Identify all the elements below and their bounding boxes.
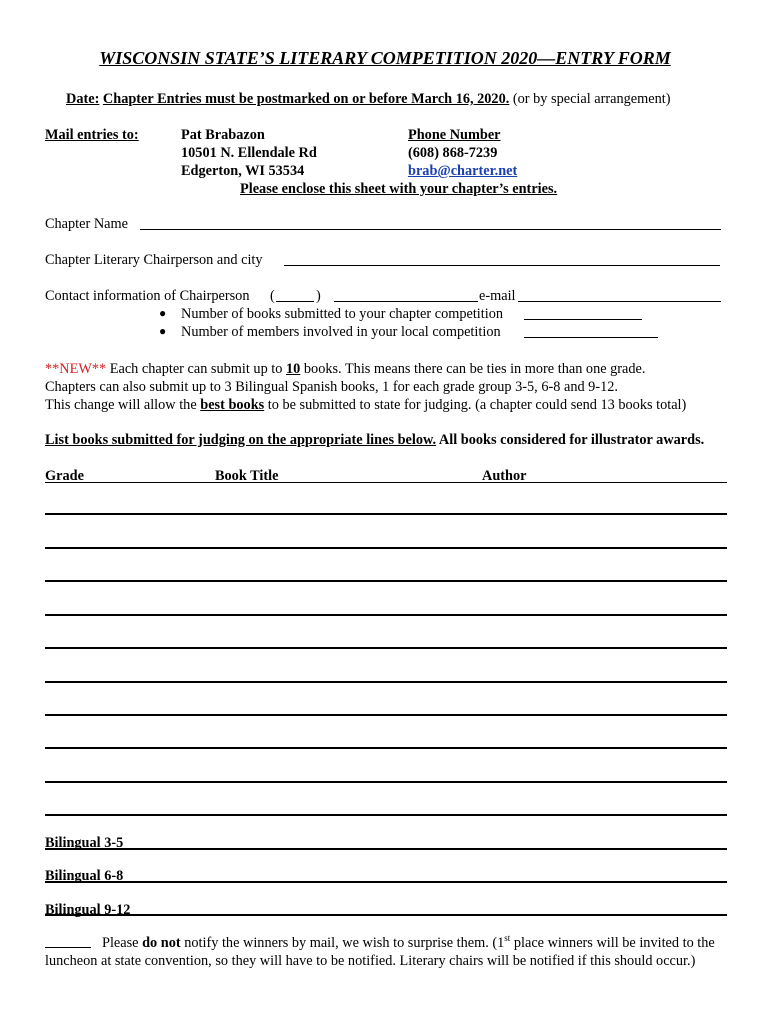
list-instruction-row xyxy=(45,431,704,449)
date-note: (or by special arrangement) xyxy=(512,91,671,107)
new-notice-line-3 xyxy=(45,396,686,414)
chairperson-label: Chapter Literary Chairperson and city xyxy=(45,252,263,268)
contact-paren-close: ) xyxy=(316,288,321,304)
mail-label: Mail entries to: xyxy=(45,127,139,143)
email-field[interactable] xyxy=(518,301,721,302)
date-label: Date: xyxy=(66,91,100,107)
mail-street: 10501 N. Ellendale Rd xyxy=(181,145,317,161)
contact-label: Contact information of Chairperson xyxy=(45,288,250,304)
new-tag: **NEW** xyxy=(45,361,107,377)
footer-text: notify the winners by mail, we wish to surprise them. (1 xyxy=(184,935,505,951)
notice-text: books. This means there can be ties in more than one grade. xyxy=(303,361,646,377)
footer-line-1 xyxy=(102,934,715,952)
notice-text: Each chapter can submit up to xyxy=(109,361,283,377)
contact-paren-open: ( xyxy=(270,288,275,304)
mail-city: Edgerton, WI 53534 xyxy=(181,163,305,179)
footer-line-2: luncheon at state convention, so they will have to be notified. Literary chairs will be notified if this should occur.) xyxy=(45,953,696,969)
members-involved-label: Number of members involved in your local competition xyxy=(181,324,501,340)
bilingual-9-12-line[interactable] xyxy=(45,914,727,916)
notice-text: to be submitted to state for judging. (a chapter could send 13 books total) xyxy=(267,397,687,413)
list-instruction: List books submitted for judging on the appropriate lines below. xyxy=(45,432,437,448)
members-involved-field[interactable] xyxy=(524,337,658,338)
book-entry-line[interactable] xyxy=(45,580,727,582)
book-entry-line[interactable] xyxy=(45,513,727,515)
footer-text: Please xyxy=(102,935,139,951)
book-entry-line[interactable] xyxy=(45,547,727,549)
bilingual-3-5-label: Bilingual 3-5 xyxy=(45,835,124,851)
new-notice-line-1 xyxy=(45,360,645,378)
mail-name: Pat Brabazon xyxy=(181,127,265,143)
phone-number: (608) 868-7239 xyxy=(408,145,498,161)
date-deadline: Chapter Entries must be postmarked on or before March 16, 2020. xyxy=(102,91,510,107)
best-books: best books xyxy=(200,397,265,413)
book-entry-line[interactable] xyxy=(45,747,727,749)
bilingual-9-12-label: Bilingual 9-12 xyxy=(45,902,131,918)
notice-text: This change will allow the xyxy=(45,397,197,413)
column-author: Author xyxy=(482,468,527,484)
email-label: e-mail xyxy=(479,288,516,304)
book-entry-line[interactable] xyxy=(45,681,727,683)
acknowledge-field[interactable] xyxy=(45,947,91,948)
chairperson-field[interactable] xyxy=(284,265,720,266)
area-code-field[interactable] xyxy=(276,301,314,302)
bilingual-6-8-label: Bilingual 6-8 xyxy=(45,868,124,884)
books-submitted-label: Number of books submitted to your chapter competition xyxy=(181,306,504,322)
chapter-name-field[interactable] xyxy=(140,229,721,230)
illustrator-note: All books considered for illustrator awards. xyxy=(438,432,705,448)
bullet-icon: ● xyxy=(159,306,167,320)
ordinal-suffix: st xyxy=(504,933,511,944)
book-entry-line[interactable] xyxy=(45,781,727,783)
do-not: do not xyxy=(142,935,181,951)
phone-field[interactable] xyxy=(334,301,478,302)
date-row xyxy=(66,90,670,108)
column-book-title: Book Title xyxy=(215,468,279,484)
book-entry-line[interactable] xyxy=(45,614,727,616)
bilingual-6-8-line[interactable] xyxy=(45,881,727,883)
bilingual-3-5-line[interactable] xyxy=(45,848,727,850)
bullet-icon: ● xyxy=(159,324,167,338)
chapter-name-label: Chapter Name xyxy=(45,216,128,232)
book-entry-line[interactable] xyxy=(45,714,727,716)
new-notice-line-2: Chapters can also submit up to 3 Bilingual Spanish books, 1 for each grade group 3-5, 6-8 and 9-12. xyxy=(45,379,618,395)
footer-text: place winners will be invited to the xyxy=(513,935,715,951)
enclose-note: Please enclose this sheet with your chapter’s entries. xyxy=(240,181,558,197)
book-entry-line[interactable] xyxy=(45,647,727,649)
header-underline xyxy=(45,482,727,483)
column-grade: Grade xyxy=(45,468,84,484)
book-entry-line[interactable] xyxy=(45,814,727,816)
books-submitted-field[interactable] xyxy=(524,319,642,320)
max-books: 10 xyxy=(286,361,301,377)
form-title: WISCONSIN STATE’S LITERARY COMPETITION 2020—ENTRY FORM xyxy=(99,48,671,68)
email-link[interactable]: brab@charter.net xyxy=(408,163,518,179)
phone-label: Phone Number xyxy=(408,127,501,143)
